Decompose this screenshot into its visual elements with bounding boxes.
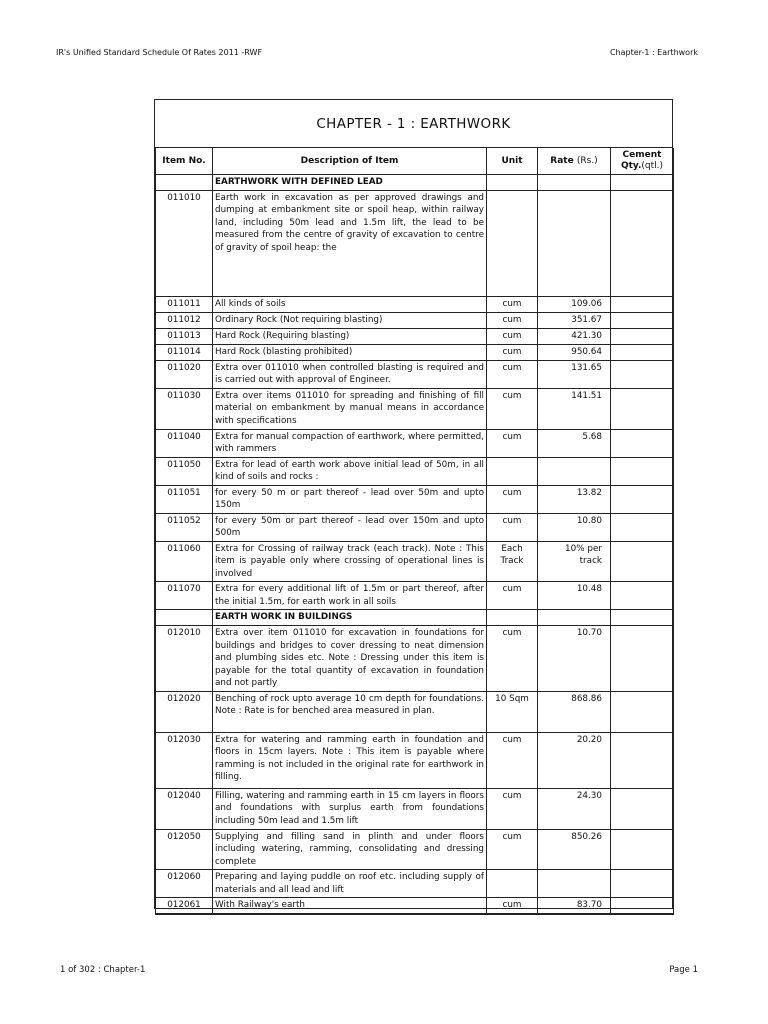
table-row	[156, 829, 674, 870]
rate-unit-label: (Rs.)	[576, 155, 598, 166]
description-cell: Filling, watering and ramming earth in 15 cm layers in floors and foundations with surplus earth from foundations including 50m lead and 1.5m lift	[213, 788, 487, 829]
description-cell: With Railway's earth	[213, 898, 487, 914]
col-header-unit: Unit	[487, 148, 538, 174]
unit-cell: cum	[487, 788, 538, 829]
cement-qty-cell	[611, 296, 674, 312]
cement-qty-cell	[611, 610, 674, 626]
cement-qty-cell	[611, 388, 674, 429]
description-cell: Hard Rock (blasting prohibited)	[213, 344, 487, 360]
unit-cell: cum	[487, 898, 538, 914]
table-row	[156, 732, 674, 788]
cement-qty-cell	[611, 328, 674, 344]
item-no-cell: 012020	[156, 691, 213, 732]
table-row	[156, 174, 674, 190]
unit-cell: cum	[487, 829, 538, 870]
item-no-cell: 011020	[156, 360, 213, 388]
cement-qty-cell	[611, 541, 674, 582]
item-no-cell: 011011	[156, 296, 213, 312]
unit-cell: cum	[487, 344, 538, 360]
rate-cell: 5.68	[538, 429, 611, 457]
description-cell: Benching of rock upto average 10 cm depth for foundations. Note : Rate is for benched area measured in plan.	[213, 691, 487, 732]
item-no-cell: 012060	[156, 870, 213, 898]
item-no-cell: 011012	[156, 312, 213, 328]
item-no-cell: 011014	[156, 344, 213, 360]
rate-cell: 13.82	[538, 485, 611, 513]
header-left: IR's Unified Standard Schedule Of Rates 2011 -RWF	[56, 48, 263, 57]
cement-unit-label: (qtl.)	[641, 160, 664, 171]
item-no-cell: 012030	[156, 732, 213, 788]
item-no-cell	[156, 610, 213, 626]
cement-qty-cell	[611, 788, 674, 829]
header-right: Chapter-1 : Earthwork	[609, 48, 698, 57]
description-cell: Extra for Crossing of railway track (each track). Note : This item is payable only where crossing of operational lines is involved	[213, 541, 487, 582]
unit-cell	[487, 870, 538, 898]
description-cell: Ordinary Rock (Not requiring blasting)	[213, 312, 487, 328]
table-row	[156, 610, 674, 626]
table-row	[156, 788, 674, 829]
table-body	[156, 174, 674, 914]
table-row	[156, 582, 674, 610]
unit-cell	[487, 174, 538, 190]
description-cell: for every 50 m or part thereof - lead over 50m and upto 150m	[213, 485, 487, 513]
description-cell: EARTHWORK WITH DEFINED LEAD	[213, 174, 487, 190]
rate-cell	[538, 190, 611, 296]
rate-cell: 10.48	[538, 582, 611, 610]
item-no-cell: 011010	[156, 190, 213, 296]
cement-qty-cell	[611, 870, 674, 898]
item-no-cell: 011030	[156, 388, 213, 429]
cement-label: Cement	[622, 149, 662, 160]
rate-cell: 850.26	[538, 829, 611, 870]
description-cell: Extra for watering and ramming earth in foundation and floors in 15cm layers. Note : This item is payable where ramming is not included in the original rate for earthwork in filling.	[213, 732, 487, 788]
table-row	[156, 429, 674, 457]
table-row	[156, 388, 674, 429]
unit-cell: Each Track	[487, 541, 538, 582]
item-no-cell: 011050	[156, 457, 213, 485]
unit-cell: cum	[487, 429, 538, 457]
description-cell: Extra for every additional lift of 1.5m or part thereof, after the initial 1.5m, for earth work in all soils	[213, 582, 487, 610]
cement-qty-cell	[611, 691, 674, 732]
description-cell: Extra over items 011010 for spreading and finishing of fill material on embankment by manual means in accordance with specifications	[213, 388, 487, 429]
table-row	[156, 296, 674, 312]
item-no-cell	[156, 174, 213, 190]
rate-cell: 351.67	[538, 312, 611, 328]
rate-cell	[538, 174, 611, 190]
item-no-cell: 011051	[156, 485, 213, 513]
rate-cell: 20.20	[538, 732, 611, 788]
unit-cell: cum	[487, 296, 538, 312]
unit-cell: cum	[487, 626, 538, 692]
description-cell: Extra for lead of earth work above initial lead of 50m, in all kind of soils and rocks :	[213, 457, 487, 485]
rate-cell: 24.30	[538, 788, 611, 829]
cement-qty-cell	[611, 626, 674, 692]
cement-qty-cell	[611, 429, 674, 457]
item-no-cell: 011040	[156, 429, 213, 457]
unit-cell: cum	[487, 328, 538, 344]
rate-cell: 10.80	[538, 513, 611, 541]
cement-qty-cell	[611, 360, 674, 388]
rate-cell: 950.64	[538, 344, 611, 360]
item-no-cell: 012040	[156, 788, 213, 829]
table-row	[156, 513, 674, 541]
table-row	[156, 190, 674, 296]
table-row	[156, 312, 674, 328]
item-no-cell: 012010	[156, 626, 213, 692]
cement-qty-cell	[611, 513, 674, 541]
cement-qty-cell	[611, 174, 674, 190]
unit-cell: cum	[487, 360, 538, 388]
rate-cell: 83.70	[538, 898, 611, 914]
unit-cell: cum	[487, 513, 538, 541]
cement-qty-cell	[611, 485, 674, 513]
item-no-cell: 011060	[156, 541, 213, 582]
unit-cell	[487, 190, 538, 296]
rate-cell: 421.30	[538, 328, 611, 344]
cement-qty-cell	[611, 898, 674, 914]
rate-cell: 109.06	[538, 296, 611, 312]
description-cell: Preparing and laying puddle on roof etc. including supply of materials and all lead and lift	[213, 870, 487, 898]
item-no-cell: 011052	[156, 513, 213, 541]
rate-label: Rate	[550, 155, 574, 166]
item-no-cell: 011070	[156, 582, 213, 610]
cement-qty-cell	[611, 582, 674, 610]
cement-qty-cell	[611, 457, 674, 485]
cement-qty-label: Qty.	[620, 160, 642, 171]
table-row	[156, 457, 674, 485]
rate-cell: 131.65	[538, 360, 611, 388]
table-row	[156, 691, 674, 732]
col-header-rate	[538, 148, 611, 174]
table-row	[156, 626, 674, 692]
unit-cell	[487, 610, 538, 626]
table-row	[156, 485, 674, 513]
rate-cell: 868.86	[538, 691, 611, 732]
table-row	[156, 870, 674, 898]
unit-cell: cum	[487, 485, 538, 513]
description-cell: Extra for manual compaction of earthwork, where permitted, with rammers	[213, 429, 487, 457]
rates-sheet	[154, 99, 673, 909]
description-cell: for every 50m or part thereof - lead over 150m and upto 500m	[213, 513, 487, 541]
footer-right: Page 1	[669, 965, 698, 975]
unit-cell: cum	[487, 732, 538, 788]
description-cell: Earth work in excavation as per approved drawings and dumping at embankment site or spoil heap, within railway land, including 50m lead and 1.5m lift, the lead to be measured from the centre of gravity of excavation to centre of gravity of spoil heap: the	[213, 190, 487, 296]
col-header-description: Description of Item	[213, 148, 487, 174]
unit-cell: cum	[487, 312, 538, 328]
unit-cell: 10 Sqm	[487, 691, 538, 732]
col-header-item-no: Item No.	[156, 148, 213, 174]
rate-cell	[538, 457, 611, 485]
description-cell: All kinds of soils	[213, 296, 487, 312]
rate-cell	[538, 870, 611, 898]
table-row	[156, 898, 674, 914]
description-cell: Extra over item 011010 for excavation in foundations for buildings and bridges to cover dressing to neat dimension and plumbing sides etc. Note : Dressing under this item is payable for the total quantity of excavation in foundation and not partly	[213, 626, 487, 692]
table-row	[156, 360, 674, 388]
cement-qty-cell	[611, 190, 674, 296]
chapter-title: CHAPTER - 1 : EARTHWORK	[155, 100, 672, 148]
rate-cell	[538, 610, 611, 626]
unit-cell: cum	[487, 582, 538, 610]
cement-qty-cell	[611, 344, 674, 360]
item-no-cell: 012061	[156, 898, 213, 914]
unit-cell: cum	[487, 388, 538, 429]
table-header-row	[156, 148, 674, 174]
rate-cell: 141.51	[538, 388, 611, 429]
cement-qty-cell	[611, 312, 674, 328]
item-no-cell: 011013	[156, 328, 213, 344]
table-row	[156, 541, 674, 582]
col-header-cement-qty	[611, 148, 674, 174]
table-row	[156, 328, 674, 344]
description-cell: Supplying and filling sand in plinth and under floors including watering, ramming, consolidating and dressing complete	[213, 829, 487, 870]
table-row	[156, 344, 674, 360]
rate-cell: 10.70	[538, 626, 611, 692]
cement-qty-cell	[611, 829, 674, 870]
description-cell: Extra over 011010 when controlled blasting is required and is carried out with approval of Engineer.	[213, 360, 487, 388]
description-cell: Hard Rock (Requiring blasting)	[213, 328, 487, 344]
rate-cell: 10% per track	[538, 541, 611, 582]
footer-left: 1 of 302 : Chapter-1	[60, 965, 146, 975]
item-no-cell: 012050	[156, 829, 213, 870]
cement-qty-cell	[611, 732, 674, 788]
rates-table	[155, 148, 674, 915]
description-cell: EARTH WORK IN BUILDINGS	[213, 610, 487, 626]
unit-cell	[487, 457, 538, 485]
